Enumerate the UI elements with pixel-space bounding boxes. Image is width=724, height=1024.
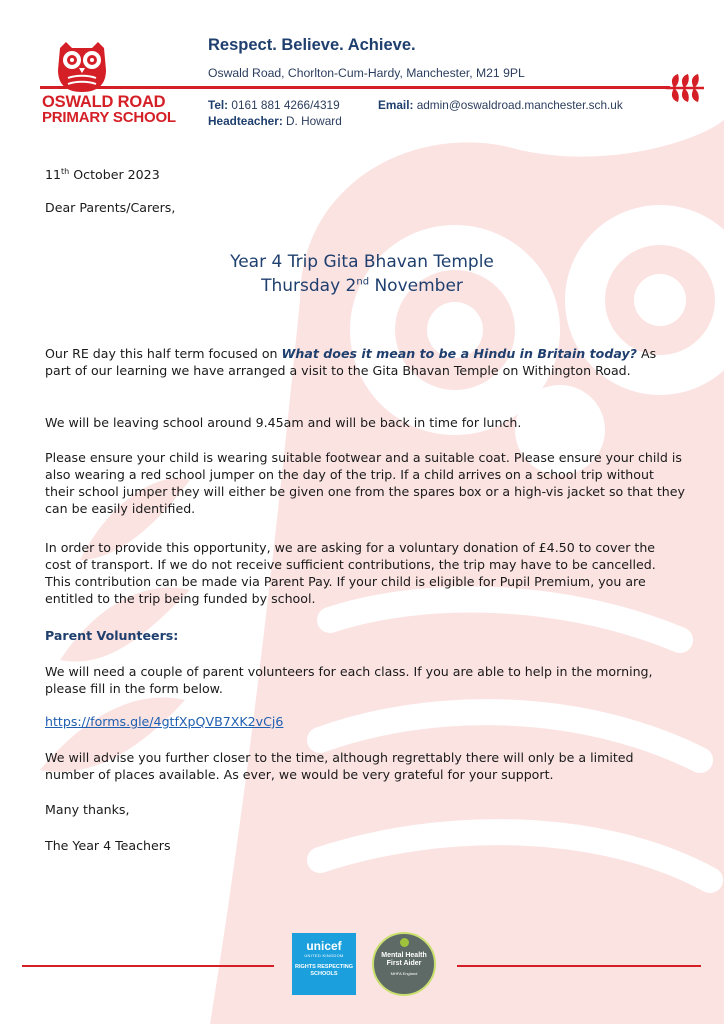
school-name-line1: OSWALD ROAD xyxy=(42,93,166,111)
unicef-name: unicef xyxy=(306,939,342,953)
closing-line: Many thanks, xyxy=(45,802,130,817)
mhfa-sub: MHFA England xyxy=(390,971,418,976)
mhfa-title: Mental Health First Aider xyxy=(381,952,427,967)
school-name-line2: PRIMARY SCHOOL xyxy=(42,109,176,126)
intro-question: What does it mean to be a Hindu in Britain today? xyxy=(281,346,637,361)
subtitle-a: Thursday 2 xyxy=(261,276,357,296)
headteacher xyxy=(208,114,342,128)
unicef-badge-text: RIGHTS RESPECTING SCHOOLS xyxy=(294,964,354,977)
footer-divider-left xyxy=(22,965,274,967)
headteacher-value: D. Howard xyxy=(286,114,342,128)
header-divider xyxy=(40,86,670,89)
salutation: Dear Parents/Carers, xyxy=(45,200,176,215)
subtitle-sup: nd xyxy=(356,276,370,288)
paragraph-donation: In order to provide this opportunity, we are asking for a voluntary donation of £4.50 to cover the cost of transport. If we do not receive sufficient contributions, the trip may have to be cancelled. This contribution can be made via Parent Pay. If your child is eligible for Pupil Premium, you are entitled to the trip being funded by school. xyxy=(45,540,656,606)
email xyxy=(378,98,623,112)
letter-date xyxy=(45,163,685,183)
footer-divider-right xyxy=(457,965,701,967)
tel-label: Tel: xyxy=(208,98,229,112)
paragraph-closing: We will advise you further closer to the time, although regrettably there will only be a limited number of places available. As ever, we would be very grateful for your support. xyxy=(45,750,634,782)
unicef-sub: UNITED KINGDOM xyxy=(304,953,344,958)
school-address: Oswald Road, Chorlton-Cum-Hardy, Manchester, M21 9PL xyxy=(208,66,525,80)
date-rest: October 2023 xyxy=(69,167,160,183)
paragraph-timing: We will be leaving school around 9.45am and will be back in time for lunch. xyxy=(45,415,522,430)
school-motto: Respect. Believe. Achieve. xyxy=(208,36,416,54)
date-day: 11 xyxy=(45,167,62,183)
date-suffix: th xyxy=(61,167,70,176)
signature: The Year 4 Teachers xyxy=(45,838,171,853)
paragraph-intro xyxy=(45,345,685,379)
tel-value: 0161 881 4266/4319 xyxy=(231,98,340,112)
unicef-badge xyxy=(292,933,356,995)
letter-subtitle xyxy=(0,276,724,296)
paragraph-uniform: Please ensure your child is wearing suitable footwear and a suitable coat. Please ensure your child is also wearing a red school jumper on the day of the trip. If a child arrives on a school trip without their school jumper they will either be given one from the spares box or a high-vis jacket so that they can be easily identified. xyxy=(45,450,685,516)
intro-text-a: Our RE day this half term focused on xyxy=(45,346,282,361)
headteacher-label: Headteacher: xyxy=(208,114,283,128)
telephone xyxy=(208,98,340,112)
email-value[interactable]: admin@oswaldroad.manchester.sch.uk xyxy=(416,98,623,112)
volunteers-heading: Parent Volunteers: xyxy=(45,628,179,643)
email-label: Email: xyxy=(378,98,414,112)
school-name xyxy=(42,94,182,126)
intro-text-b: As part of our learning we have arranged a visit to the Gita Bhavan Temple on Withington Road. xyxy=(45,346,657,378)
school-logo xyxy=(42,40,182,126)
paragraph-volunteers: We will need a couple of parent volunteers for each class. If you are able to help in the morning, please fill in the form below. xyxy=(45,664,653,696)
letter-title: Year 4 Trip Gita Bhavan Temple xyxy=(230,252,494,272)
leaf-icon xyxy=(664,71,706,105)
mhfa-icon xyxy=(400,938,409,947)
mhfa-badge xyxy=(372,932,436,996)
subtitle-b: November xyxy=(369,276,463,296)
form-link[interactable]: https://forms.gle/4gtfXpQVB7XK2vCj6 xyxy=(45,714,284,729)
